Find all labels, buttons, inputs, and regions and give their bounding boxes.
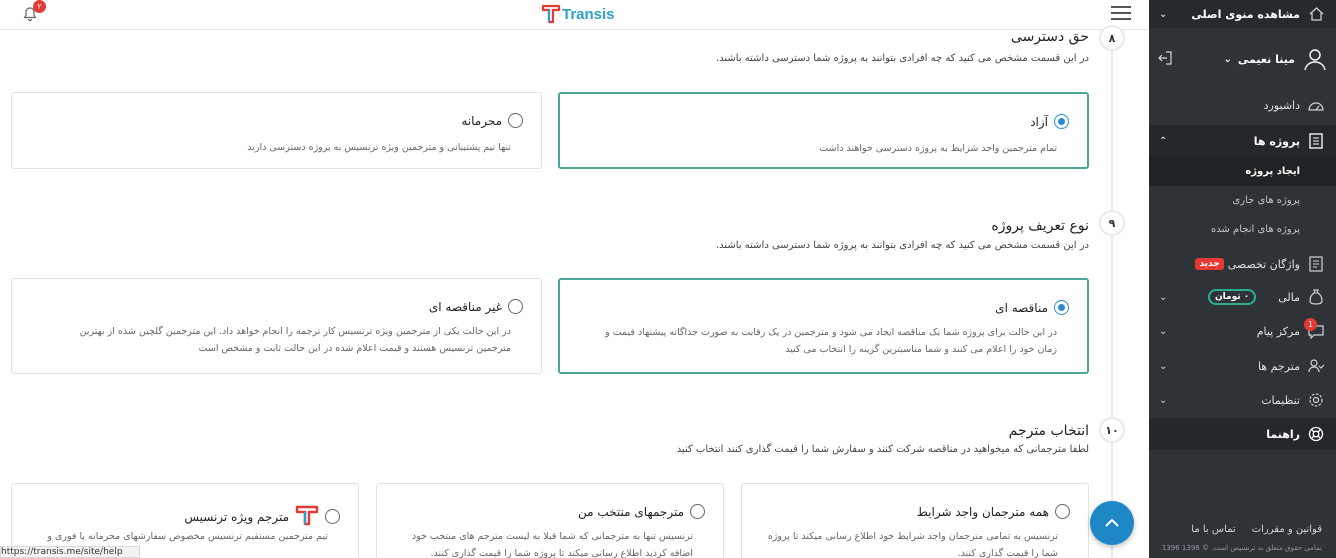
sidebar-label-settings: تنظیمات xyxy=(1261,393,1300,407)
messages-count-badge: 1 xyxy=(1304,318,1317,331)
option-card-free[interactable] xyxy=(558,92,1089,169)
dashboard-gauge-icon xyxy=(1307,96,1325,114)
new-badge: جدید xyxy=(1195,258,1223,270)
sidebar-label-help: راهنما xyxy=(1266,427,1300,441)
option-tender-desc-line1: در این حالت برای پروژه شما یک مناقصه ایجاد می شود و مترجمین در یک رقابت به صورت جداگانه پیشنهاد قیمت و xyxy=(605,327,1057,338)
chevron-up-icon: ⌃ xyxy=(1159,135,1168,147)
sidebar-item-settings[interactable] xyxy=(1149,384,1336,416)
option-nontender-title: غیر مناقصه ای xyxy=(428,299,502,314)
radio-nontender[interactable] xyxy=(508,299,523,314)
option-private-title: محرمانه xyxy=(461,113,502,128)
step-number-10: ۱۰ xyxy=(1099,417,1125,443)
chevron-up-icon xyxy=(1104,518,1120,528)
radio-my-translators[interactable] xyxy=(690,504,705,519)
contact-link[interactable]: تماس با ما xyxy=(1191,524,1236,535)
option-private-desc: تنها تیم پشتیبانی و مترجمین ویژه ترنسیس به پروژه دسترسی دارند xyxy=(247,142,511,153)
sidebar-item-dashboard[interactable] xyxy=(1149,89,1336,121)
sidebar-label-messages: مرکز پیام xyxy=(1256,324,1300,338)
option-all-title: همه مترجمان واجد شرایط xyxy=(916,504,1049,519)
radio-private[interactable] xyxy=(508,113,523,128)
option-card-my-translators[interactable] xyxy=(376,483,724,558)
sidebar xyxy=(1149,0,1336,558)
user-avatar-icon xyxy=(1302,46,1328,72)
chevron-down-icon: ⌄ xyxy=(1159,8,1168,20)
option-tender-title: مناقصه ای xyxy=(995,300,1048,315)
step-number-8: ۸ xyxy=(1099,25,1125,51)
document-icon xyxy=(1307,132,1325,150)
sidebar-label-done-projects: پروژه های انجام شده xyxy=(1210,224,1300,235)
section-title-translator: انتخاب مترجم xyxy=(1008,423,1089,439)
messages-chevron-down-icon: ⌄ xyxy=(1159,325,1168,337)
sidebar-item-finance[interactable] xyxy=(1149,281,1336,313)
sidebar-item-done-projects[interactable] xyxy=(1149,215,1336,244)
option-mine-title: مترجمهای منتخب من xyxy=(578,504,684,519)
lifebuoy-icon xyxy=(1307,425,1325,443)
sidebar-label-projects: پروژه ها xyxy=(1253,134,1300,148)
sidebar-label-current-projects: پروژه های جاری xyxy=(1232,195,1300,206)
section-title-definition: نوع تعریف پروژه xyxy=(991,218,1089,234)
money-bag-icon xyxy=(1307,288,1325,306)
option-card-nontender[interactable] xyxy=(11,278,542,374)
option-nontender-desc-line1: در این حالت یکی از مترجمین ویژه ترنسیس کار ترجمه را انجام خواهد داد. این مترجمین گلچین شده از بهترین xyxy=(79,326,511,337)
user-name: مینا نعیمی xyxy=(1237,52,1295,66)
translators-chevron-down-icon: ⌄ xyxy=(1159,360,1168,372)
steps-timeline xyxy=(1111,31,1113,558)
chat-icon xyxy=(1307,322,1325,340)
sidebar-item-projects[interactable] xyxy=(1149,125,1336,157)
main-content xyxy=(0,31,1149,558)
finance-balance-badge: ۰ تومان xyxy=(1208,289,1256,305)
sidebar-label-translators: مترجم ها xyxy=(1257,359,1300,373)
sidebar-footer xyxy=(1149,520,1336,558)
browser-status-url: https://transis.me/site/help xyxy=(0,546,140,558)
transis-special-icon xyxy=(295,504,319,529)
home-icon xyxy=(1307,5,1325,23)
option-card-tender[interactable] xyxy=(558,278,1089,374)
transis-logo-icon xyxy=(541,3,561,25)
logout-icon[interactable] xyxy=(1157,50,1173,70)
option-free-desc: تمام مترجمین واجد شرایط به پروژه دسترسی خواهند داشت xyxy=(819,143,1057,154)
sidebar-item-create-project[interactable] xyxy=(1149,157,1336,186)
option-card-all-translators[interactable] xyxy=(741,483,1089,558)
copyright-text: تمامی حقوق متعلق به ترنسیس است. © 1398 1396 xyxy=(1161,544,1322,552)
section-desc-translator: لطفا مترجمانی که میخواهید در مناقصه شرکت کنند و سفارش شما را قیمت گذاری کنند انتخاب کنید xyxy=(676,444,1089,455)
sidebar-item-translators[interactable] xyxy=(1149,350,1336,382)
sidebar-label-dashboard: داشبورد xyxy=(1263,98,1300,112)
section-desc-definition: در این قسمت مشخص می کنید که چه افرادی بتوانند به پروژه شما دسترسی داشته باشند. xyxy=(715,240,1089,251)
main-menu-label: مشاهده منوی اصلی xyxy=(1191,7,1300,21)
finance-chevron-down-icon: ⌄ xyxy=(1159,291,1168,303)
option-special-title: مترجم ویژه ترنسیس xyxy=(184,509,289,524)
option-tender-desc-line2: زمان خود را اعلام می کنند و شما مناسبترین گزینه را انتخاب می کنید xyxy=(785,344,1057,355)
sidebar-label-create-project: ایجاد پروژه xyxy=(1245,166,1300,177)
user-chevron-down-icon: ⌄ xyxy=(1223,53,1232,65)
notification-bell-icon[interactable] xyxy=(22,2,42,24)
step-number-9: ۹ xyxy=(1099,210,1125,236)
sidebar-item-help[interactable] xyxy=(1149,418,1336,450)
sidebar-item-messages[interactable] xyxy=(1149,315,1336,347)
main-menu-toggle[interactable] xyxy=(1149,0,1336,28)
scroll-to-top-button[interactable] xyxy=(1090,501,1134,545)
option-free-title: آزاد xyxy=(1030,114,1048,129)
sidebar-item-current-projects[interactable] xyxy=(1149,186,1336,215)
option-mine-desc-line2: اضافه کردید اطلاع رسانی میکند تا پروژه شما را قیمت گذاری کنند. xyxy=(430,548,693,558)
option-card-private[interactable] xyxy=(11,92,542,169)
user-menu[interactable] xyxy=(1149,38,1336,80)
option-all-desc-line2: شما را قیمت گذاری کنند. xyxy=(957,548,1058,558)
brand-name: Transis xyxy=(562,5,615,23)
sidebar-label-glossary: واژگان تخصصی xyxy=(1227,257,1300,271)
option-mine-desc-line1: ترنسیس تنها به مترجمانی که شما قبلا به لیست مترجم های منتخب خود xyxy=(411,531,693,542)
brand-logo[interactable] xyxy=(541,2,615,26)
option-nontender-desc-line2: مترجمین ترنسیس هستند و قیمت اعلام شده در این حالت ثابت و مشخص است xyxy=(198,343,511,354)
sidebar-label-finance: مالی xyxy=(1278,290,1300,304)
gear-icon xyxy=(1307,391,1325,409)
rules-link[interactable]: قوانین و مقررات xyxy=(1251,524,1322,535)
top-header xyxy=(0,0,1149,30)
settings-chevron-down-icon: ⌄ xyxy=(1159,394,1168,406)
glossary-list-icon xyxy=(1307,255,1325,273)
radio-all-translators[interactable] xyxy=(1055,504,1070,519)
section-desc-access: در این قسمت مشخص می کنید که چه افرادی بتوانند به پروژه شما دسترسی داشته باشند. xyxy=(715,53,1089,64)
radio-tender[interactable] xyxy=(1054,300,1069,315)
users-icon xyxy=(1307,357,1325,375)
radio-free[interactable] xyxy=(1054,114,1069,129)
option-all-desc-line1: ترنسیس به تمامی مترجمان واجد شرایط خود اطلاع رسانی میکند تا پروژه xyxy=(767,531,1058,542)
section-title-access: حق دسترسی xyxy=(1010,29,1089,45)
hamburger-menu-icon[interactable] xyxy=(1111,6,1131,22)
radio-special-translator[interactable] xyxy=(325,509,340,524)
sidebar-item-glossary[interactable] xyxy=(1149,248,1336,280)
option-special-desc-line1: تیم مترجمین مستقیم ترنسیس مخصوص سفارشهای محرمانه یا فوری و xyxy=(47,531,328,542)
notification-count-badge: ۲ xyxy=(33,0,46,13)
